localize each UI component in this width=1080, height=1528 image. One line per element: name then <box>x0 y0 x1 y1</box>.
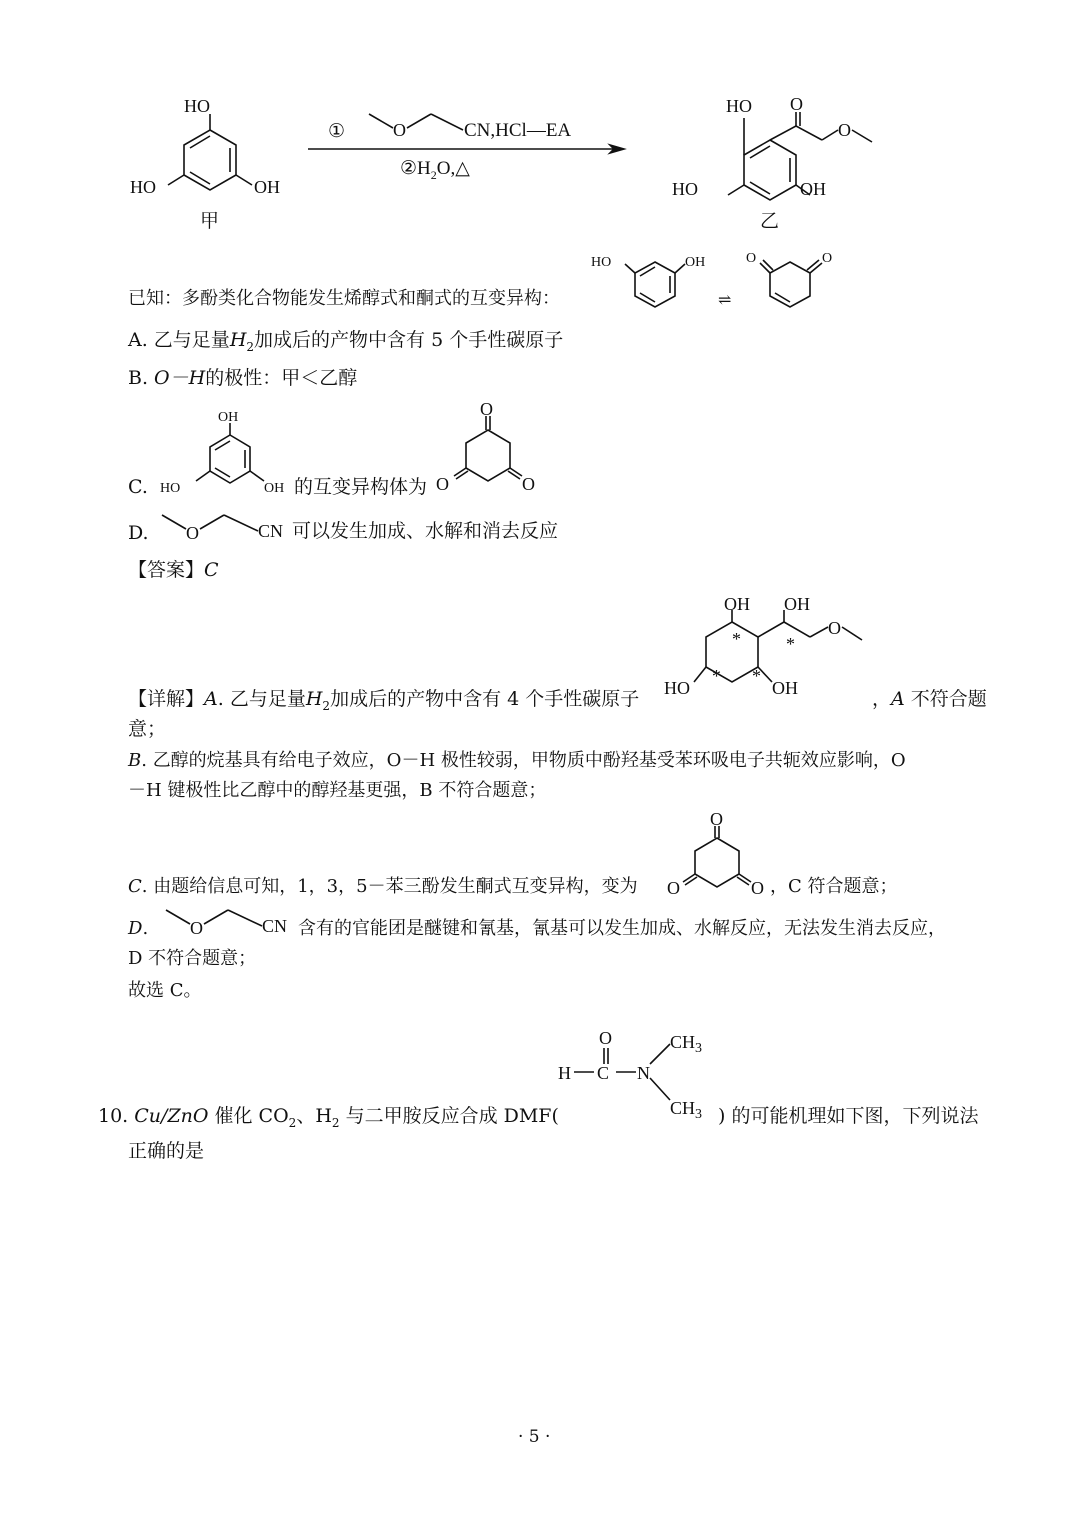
svg-text:O: O <box>790 94 803 114</box>
svg-text:CH3: $CH_3$ <box>670 1032 703 1056</box>
svg-text:HO: HO <box>726 96 752 116</box>
svg-text:OH: OH <box>254 177 280 197</box>
question10-line1-end: ) 的可能机理如下图，下列说法 <box>718 1105 979 1127</box>
explanation-trione-structure <box>665 810 775 902</box>
svg-text:HO: HO <box>184 96 210 116</box>
svg-text:O: O <box>522 474 535 494</box>
svg-text:O: O <box>436 474 449 494</box>
resorcinol-structure <box>585 248 725 308</box>
svg-text:O: O <box>480 399 493 419</box>
phloroglucinol-structure <box>150 405 300 505</box>
explanation-b-line2: －H 键极性比乙醇中的醇羟基更强，B 不符合题意； <box>128 780 547 801</box>
svg-text:OH: OH <box>724 594 750 614</box>
svg-text:OH: OH <box>772 678 798 698</box>
svg-text:OH: OH <box>800 179 826 199</box>
reagent-text: CN,HCl—EA <box>464 120 572 141</box>
svg-text:CN: CN <box>262 916 288 936</box>
option-c-text: 的互变异构体为 <box>294 476 428 498</box>
option-d-label: D. <box>128 522 149 544</box>
explanation-c-end: ，C 符合题意； <box>770 876 898 897</box>
svg-text:O: O <box>838 120 851 140</box>
svg-text:N: N <box>637 1063 650 1083</box>
svg-text:*: * <box>732 629 741 649</box>
cyclohexenedione-structure <box>740 248 850 308</box>
svg-text:*: * <box>712 666 721 686</box>
question10-line2: 正确的是 <box>128 1140 205 1162</box>
svg-text:OH: OH <box>264 481 285 496</box>
reactant-label: 甲 <box>200 210 220 232</box>
svg-text:O: O <box>190 918 203 938</box>
svg-text:OH: OH <box>218 410 239 425</box>
option-d-structure <box>158 505 298 545</box>
svg-text:O: O <box>599 1028 612 1048</box>
svg-text:CH3: $CH_3$ <box>670 1098 703 1122</box>
svg-text:O: O <box>822 251 833 266</box>
dmf-structure <box>552 1022 722 1122</box>
svg-text:O: O <box>393 120 406 140</box>
question10-line1: 10. Cu/ZnO 催化 $CO_2$、$H_2$ 与二甲胺反应合成 DMF( <box>98 1105 559 1130</box>
explanation-a-line2: 意； <box>128 718 167 740</box>
product-label: 乙 <box>760 210 780 232</box>
step1-marker: ① <box>328 120 346 142</box>
svg-text:O: O <box>710 809 723 829</box>
option-d-text: 可以发生加成、水解和消去反应 <box>292 520 559 542</box>
svg-text:HO: HO <box>672 179 698 199</box>
svg-text:O: O <box>746 251 757 266</box>
svg-text:CN: CN <box>258 521 284 541</box>
explanation-c-line: C. 由题给信息可知，1，3，5－苯三酚发生酮式互变异构，变为 <box>128 876 638 897</box>
step2-conditions: $②H_2O,\triangle$ <box>400 158 470 182</box>
explanation-conclusion: 故选 C。 <box>128 980 202 1001</box>
page-number: · 5 · <box>518 1427 551 1447</box>
svg-text:HO: HO <box>591 255 612 270</box>
option-a: A. 乙与足量$H_2$加成后的产物中含有 5 个手性碳原子 <box>128 329 564 354</box>
svg-text:OH: OH <box>685 255 706 270</box>
svg-text:O: O <box>828 618 841 638</box>
cyclohexanetrione-structure <box>430 400 550 500</box>
svg-text:HO: HO <box>160 481 181 496</box>
svg-text:O: O <box>186 523 199 543</box>
svg-text:C: C <box>597 1063 610 1083</box>
svg-text:O: O <box>751 878 764 898</box>
explanation-d-structure <box>162 902 302 942</box>
svg-text:*: * <box>752 666 761 686</box>
svg-text:HO: HO <box>664 678 690 698</box>
option-c-label: C. <box>128 476 148 498</box>
svg-text:HO: HO <box>130 177 156 197</box>
explanation-d-line2: D 不符合题意； <box>128 948 257 969</box>
tautomer-equilibrium-arrow: ⇌ <box>718 290 732 309</box>
explanation-a-line1: 【详解】A. 乙与足量$H_2$加成后的产物中含有 4 个手性碳原子 <box>128 688 640 713</box>
methoxyacetonitrile-structure <box>365 100 475 140</box>
explanation-b-line1: B. 乙醇的烷基具有给电子效应，O－H 极性较弱，甲物质中酚羟基受苯环吸电子共轭效应影响，O <box>128 750 906 771</box>
hydrogenated-product-structure <box>660 590 880 705</box>
svg-text:OH: OH <box>784 594 810 614</box>
explanation-a-line1-end: ，A 不符合题 <box>872 688 987 710</box>
known-statement: 已知：多酚类化合物能发生烯醇式和酮式的互变异构： <box>128 288 560 309</box>
svg-text:O: O <box>667 878 680 898</box>
explanation-d-label: D. <box>128 918 149 939</box>
explanation-d-line: 含有的官能团是醚键和氰基，氰基可以发生加成、水解反应，无法发生消去反应， <box>298 918 946 939</box>
option-b: B. O－H的极性：甲＜乙醇 <box>128 367 358 389</box>
svg-text:H: H <box>558 1063 571 1083</box>
svg-text:*: * <box>786 634 795 654</box>
answer: 【答案】C <box>128 559 219 581</box>
